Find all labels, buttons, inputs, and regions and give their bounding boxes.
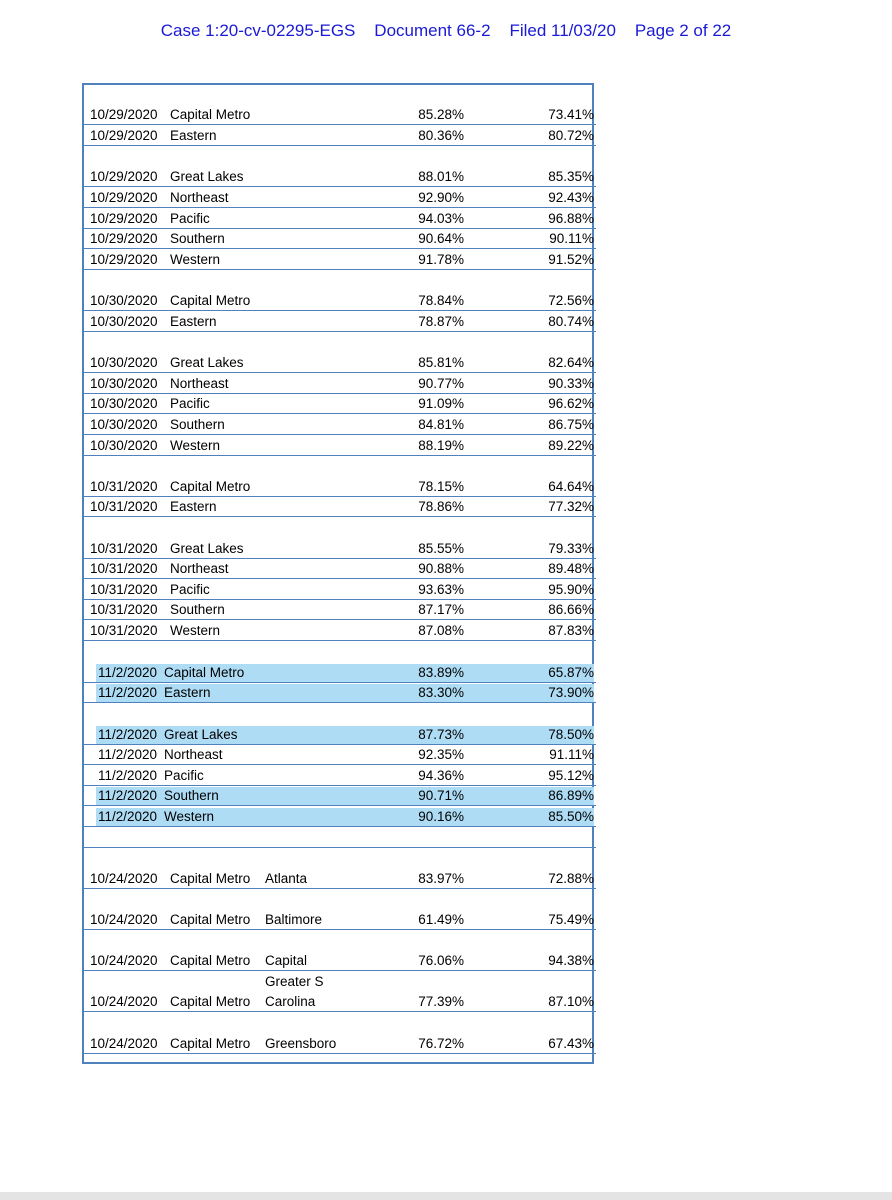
cell-value-2: 79.33% (548, 541, 594, 556)
cell-date: 10/29/2020 (90, 128, 158, 143)
table-row (84, 167, 596, 187)
cell-region: Capital Metro (170, 1036, 251, 1051)
cell-value-2: 90.11% (549, 231, 594, 246)
cell-value-1: 83.89% (418, 665, 464, 680)
cell-value-2: 95.90% (548, 582, 594, 597)
table-row (84, 766, 596, 786)
cell-value-1: 90.71% (418, 788, 464, 803)
cell-date: 10/30/2020 (90, 396, 158, 411)
cell-value-1: 78.86% (418, 499, 464, 514)
cell-date: 10/30/2020 (90, 376, 158, 391)
cell-date: 10/31/2020 (90, 582, 158, 597)
cell-region: Eastern (164, 685, 211, 700)
cell-value-2: 91.11% (549, 747, 594, 762)
cell-region: Eastern (170, 499, 217, 514)
table-row (84, 1034, 596, 1054)
table-row (84, 910, 596, 930)
table-row (84, 786, 596, 806)
table-row (84, 600, 596, 620)
cell-date: 10/31/2020 (90, 541, 158, 556)
cell-date: 10/24/2020 (90, 953, 158, 968)
cell-value-2: 65.87% (548, 665, 594, 680)
cell-date: 10/31/2020 (90, 499, 158, 514)
cell-district: Carolina (265, 994, 316, 1009)
cell-value-2: 80.72% (548, 128, 594, 143)
cell-value-1: 94.36% (418, 768, 464, 783)
cell-value-1: 87.17% (418, 602, 464, 617)
cell-date: 10/31/2020 (90, 623, 158, 638)
table-row (84, 436, 596, 456)
cell-region: Northeast (170, 376, 229, 391)
cell-value-1: 90.88% (418, 561, 464, 576)
cell-value-2: 86.89% (548, 788, 594, 803)
table-row (84, 992, 596, 1012)
cell-region: Western (170, 623, 221, 638)
cell-date: 11/2/2020 (98, 747, 158, 762)
cell-region: Northeast (170, 561, 229, 576)
cell-region: Eastern (170, 128, 217, 143)
cell-value-1: 94.03% (418, 211, 464, 226)
cell-date: 10/29/2020 (90, 231, 158, 246)
cell-value-2: 89.48% (548, 561, 594, 576)
page-number: Page 2 of 22 (634, 21, 732, 40)
cell-region: Capital Metro (164, 665, 245, 680)
cell-value-1: 78.87% (418, 314, 464, 329)
cell-value-1: 87.73% (418, 727, 464, 742)
table-row (84, 539, 596, 559)
cell-region: Great Lakes (170, 541, 244, 556)
cell-date: 11/2/2020 (98, 685, 158, 700)
cell-region: Northeast (164, 747, 223, 762)
cell-district: Greensboro (265, 1036, 337, 1051)
cell-value-2: 96.88% (548, 211, 594, 226)
cell-value-2: 77.32% (548, 499, 594, 514)
cell-value-2: 85.50% (548, 809, 594, 824)
cell-value-1: 78.15% (418, 479, 464, 494)
document-number: Document 66-2 (374, 21, 491, 40)
table-row (84, 126, 596, 146)
cell-date: 10/30/2020 (90, 293, 158, 308)
cell-region: Southern (170, 417, 225, 432)
cell-value-1: 93.63% (418, 582, 464, 597)
cell-value-1: 85.28% (418, 107, 464, 122)
table-row (84, 621, 596, 641)
cell-value-2: 96.62% (548, 396, 594, 411)
cell-value-2: 91.52% (548, 252, 594, 267)
table-row (84, 745, 596, 765)
cell-region: Capital Metro (170, 912, 251, 927)
cell-value-1: 91.78% (418, 252, 464, 267)
data-table (82, 83, 594, 1064)
cell-value-1: 90.77% (418, 376, 464, 391)
filed-date: Filed 11/03/20 (509, 21, 616, 40)
cell-value-1: 76.72% (418, 1036, 464, 1051)
cell-date: 11/2/2020 (98, 788, 158, 803)
cell-value-1: 78.84% (418, 293, 464, 308)
cell-date: 10/29/2020 (90, 190, 158, 205)
cell-value-2: 75.49% (548, 912, 594, 927)
table-row (84, 683, 596, 703)
table-row (84, 497, 596, 517)
cell-value-2: 87.10% (548, 994, 594, 1009)
cell-value-2: 86.66% (548, 602, 594, 617)
cell-value-1: 92.90% (418, 190, 464, 205)
table-row (84, 807, 596, 827)
cell-region: Southern (170, 602, 225, 617)
cell-date: 10/24/2020 (90, 1036, 158, 1051)
cell-date: 11/2/2020 (98, 768, 158, 783)
table-row (84, 477, 596, 497)
cell-date: 10/29/2020 (90, 169, 158, 184)
table-row (84, 394, 596, 414)
table-row (84, 580, 596, 600)
cell-date: 10/24/2020 (90, 912, 158, 927)
cell-date: 10/30/2020 (90, 355, 158, 370)
cell-region: Pacific (170, 211, 210, 226)
cell-value-1: 88.19% (418, 438, 464, 453)
table-row (84, 291, 596, 311)
cell-value-2: 86.75% (548, 417, 594, 432)
cell-value-1: 88.01% (418, 169, 464, 184)
cell-value-2: 67.43% (548, 1036, 594, 1051)
cell-date: 11/2/2020 (98, 665, 158, 680)
cell-region: Northeast (170, 190, 229, 205)
cell-value-2: 92.43% (548, 190, 594, 205)
cell-date: 10/31/2020 (90, 561, 158, 576)
case-number: Case 1:20-cv-02295-EGS (160, 21, 356, 40)
cell-value-2: 85.35% (548, 169, 594, 184)
table-row (84, 188, 596, 208)
cell-value-1: 90.16% (418, 809, 464, 824)
table-row (84, 415, 596, 435)
table-row (84, 725, 596, 745)
cell-value-2: 72.56% (548, 293, 594, 308)
document-header (0, 21, 892, 41)
table-row (84, 312, 596, 332)
cell-value-1: 83.97% (418, 871, 464, 886)
cell-region: Western (164, 809, 215, 824)
table-row (84, 869, 596, 889)
table-row (84, 229, 596, 249)
cell-region: Southern (164, 788, 219, 803)
table-row (84, 105, 596, 125)
cell-value-1: 83.30% (418, 685, 464, 700)
cell-region: Western (170, 438, 221, 453)
cell-date: 10/29/2020 (90, 107, 158, 122)
cell-value-1: 87.08% (418, 623, 464, 638)
cell-value-1: 91.09% (418, 396, 464, 411)
cell-region: Pacific (164, 768, 204, 783)
cell-value-1: 76.06% (418, 953, 464, 968)
cell-value-1: 92.35% (418, 747, 464, 762)
table-row (84, 663, 596, 683)
cell-region: Great Lakes (170, 169, 244, 184)
cell-date: 10/29/2020 (90, 252, 158, 267)
cell-date: 10/24/2020 (90, 994, 158, 1009)
district-prefix-row (84, 972, 596, 992)
cell-value-2: 95.12% (548, 768, 594, 783)
table-row (84, 559, 596, 579)
cell-date: 10/24/2020 (90, 871, 158, 886)
cell-region: Capital Metro (170, 479, 251, 494)
cell-value-2: 78.50% (548, 727, 594, 742)
cell-region: Great Lakes (164, 727, 238, 742)
cell-district: Capital (265, 953, 308, 968)
cell-value-1: 85.55% (418, 541, 464, 556)
cell-value-2: 73.90% (548, 685, 594, 700)
cell-value-2: 89.22% (548, 438, 594, 453)
footer-bar (0, 1192, 892, 1200)
cell-district: Atlanta (265, 871, 308, 886)
table-row (84, 374, 596, 394)
cell-date: 11/2/2020 (98, 727, 158, 742)
cell-region: Western (170, 252, 221, 267)
cell-region: Southern (170, 231, 225, 246)
cell-value-2: 90.33% (548, 376, 594, 391)
cell-value-1: 80.36% (418, 128, 464, 143)
cell-region: Capital Metro (170, 871, 251, 886)
table-row (84, 353, 596, 373)
cell-value-1: 77.39% (418, 994, 464, 1009)
cell-value-2: 87.83% (548, 623, 594, 638)
table-row (84, 250, 596, 270)
table-row (84, 951, 596, 971)
cell-region: Pacific (170, 582, 210, 597)
cell-value-2: 64.64% (548, 479, 594, 494)
cell-value-1: 90.64% (418, 231, 464, 246)
cell-value-1: 61.49% (418, 912, 464, 927)
cell-region: Capital Metro (170, 994, 251, 1009)
cell-value-2: 73.41% (548, 107, 594, 122)
table-row (84, 209, 596, 229)
cell-date: 11/2/2020 (98, 809, 158, 824)
cell-date: 10/30/2020 (90, 417, 158, 432)
cell-date: 10/31/2020 (90, 479, 158, 494)
cell-date: 10/30/2020 (90, 314, 158, 329)
cell-value-1: 84.81% (418, 417, 464, 432)
cell-value-2: 82.64% (548, 355, 594, 370)
cell-value-2: 72.88% (548, 871, 594, 886)
cell-region: Pacific (170, 396, 210, 411)
cell-date: 10/30/2020 (90, 438, 158, 453)
cell-value-1: 85.81% (418, 355, 464, 370)
cell-date: 10/29/2020 (90, 211, 158, 226)
cell-date: 10/31/2020 (90, 602, 158, 617)
cell-district-prefix: Greater S (265, 974, 324, 989)
table-separator (84, 847, 596, 848)
cell-region: Great Lakes (170, 355, 244, 370)
cell-region: Capital Metro (170, 953, 251, 968)
cell-value-2: 80.74% (548, 314, 594, 329)
cell-value-2: 94.38% (548, 953, 594, 968)
cell-district: Baltimore (265, 912, 323, 927)
cell-region: Capital Metro (170, 107, 251, 122)
cell-region: Capital Metro (170, 293, 251, 308)
cell-region: Eastern (170, 314, 217, 329)
